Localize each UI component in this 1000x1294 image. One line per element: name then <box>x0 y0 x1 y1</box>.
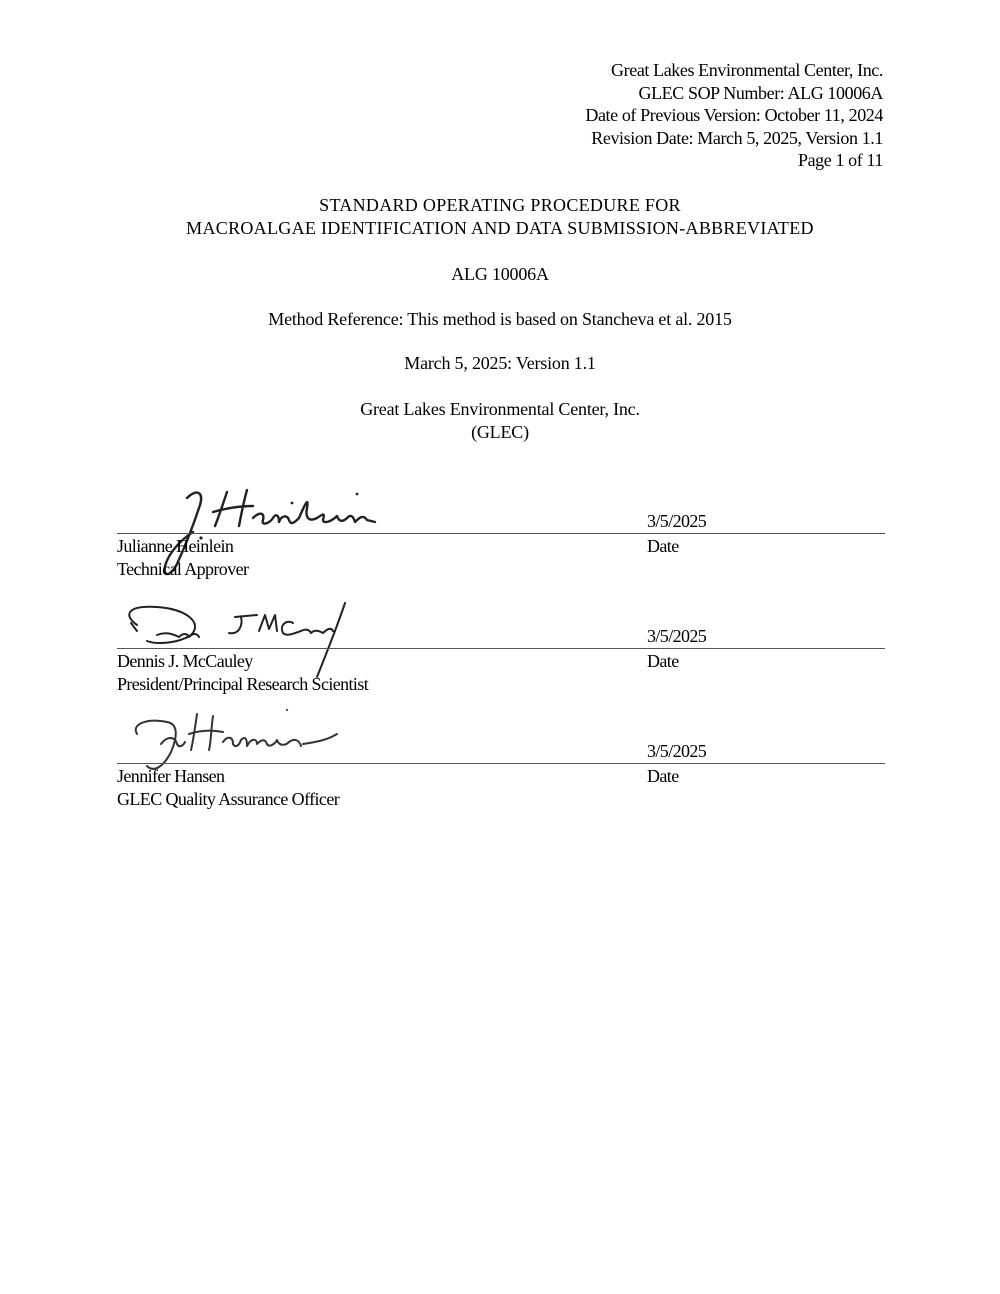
header-revision-date: Revision Date: March 5, 2025, Version 1.1 <box>591 127 883 148</box>
doc-code: ALG 10006A <box>451 264 549 284</box>
date-label: Date <box>647 536 679 556</box>
organization-name: Great Lakes Environmental Center, Inc. <box>360 399 640 419</box>
header-page-number: Page 1 of 11 <box>797 150 883 170</box>
signature-date: 3/5/2025 <box>647 626 707 646</box>
signature-line <box>117 533 885 534</box>
signer-name: Jennifer Hansen <box>117 766 225 786</box>
signer-role: Technical Approver <box>117 559 249 579</box>
document-header <box>585 59 883 172</box>
header-previous-version: Date of Previous Version: October 11, 2024 <box>585 105 883 125</box>
document-title <box>0 194 1000 240</box>
signature-line <box>117 648 885 649</box>
date-label: Date <box>647 651 679 671</box>
header-organization: Great Lakes Environmental Center, Inc. <box>611 60 883 80</box>
organization-abbreviation: (GLEC) <box>471 422 529 442</box>
method-reference: Method Reference: This method is based on Stancheva et al. 2015 <box>268 309 732 329</box>
signer-name: Dennis J. McCauley <box>117 651 253 671</box>
date-label: Date <box>647 766 679 786</box>
header-sop-number: GLEC SOP Number: ALG 10006A <box>638 82 883 103</box>
title-line-1: STANDARD OPERATING PROCEDURE FOR <box>319 195 681 215</box>
signer-name: Julianne Heinlein <box>117 536 234 556</box>
signer-role: GLEC Quality Assurance Officer <box>117 789 340 809</box>
signature-date: 3/5/2025 <box>647 741 707 761</box>
version-line: March 5, 2025: Version 1.1 <box>404 353 596 373</box>
signer-role: President/Principal Research Scientist <box>117 674 369 694</box>
title-line-2: MACROALGAE IDENTIFICATION AND DATA SUBMISSION-ABBREVIATED <box>186 218 814 238</box>
signature-line <box>117 763 885 764</box>
signature-date: 3/5/2025 <box>647 511 707 531</box>
